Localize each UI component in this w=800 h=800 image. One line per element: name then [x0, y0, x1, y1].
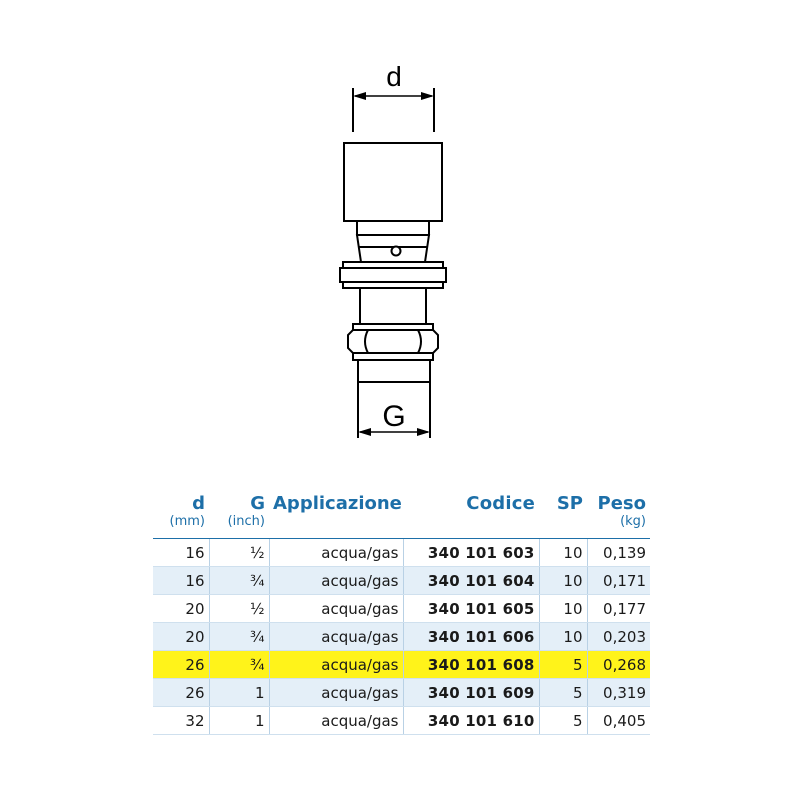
- cell-g: ¾: [209, 567, 269, 595]
- cell-g: ½: [209, 595, 269, 623]
- cell-d: 16: [153, 567, 209, 595]
- cell-peso: 0,203: [587, 623, 650, 651]
- unit-d: (mm): [153, 514, 209, 539]
- cell-peso: 0,139: [587, 539, 650, 567]
- table-row: [153, 679, 650, 707]
- header-d: d: [192, 493, 205, 514]
- unit-applicazione: [269, 514, 403, 539]
- header-sp: SP: [556, 493, 583, 514]
- dim-g-label: G: [382, 400, 406, 433]
- cell-d: 20: [153, 595, 209, 623]
- cell-g: 1: [209, 679, 269, 707]
- cell-g: ¾: [209, 623, 269, 651]
- collar-flange: [340, 268, 446, 282]
- unit-g: (inch): [209, 514, 269, 539]
- cell-peso: 0,268: [587, 651, 650, 679]
- sleeve-neck: [357, 221, 429, 235]
- cell-applicazione: acqua/gas: [269, 707, 403, 735]
- cell-peso: 0,177: [587, 595, 650, 623]
- press-sleeve: [344, 143, 442, 221]
- cell-peso: 0,319: [587, 679, 650, 707]
- unit-sp: [539, 514, 587, 539]
- cell-applicazione: acqua/gas: [269, 595, 403, 623]
- unit-codice: [403, 514, 539, 539]
- cell-sp: 10: [539, 539, 587, 567]
- table-row: [153, 539, 650, 567]
- cell-g: ¾: [209, 651, 269, 679]
- table-row: [153, 623, 650, 651]
- cell-d: 20: [153, 623, 209, 651]
- cell-applicazione: acqua/gas: [269, 651, 403, 679]
- threaded-end: [358, 360, 430, 382]
- table-row: [153, 707, 650, 735]
- header-peso: Peso: [597, 493, 646, 514]
- cell-sp: 5: [539, 679, 587, 707]
- cell-peso: 0,171: [587, 567, 650, 595]
- header-applicazione: Applicazione: [273, 493, 402, 514]
- cell-g: 1: [209, 707, 269, 735]
- cell-sp: 10: [539, 567, 587, 595]
- cell-codice: 340 101 605: [403, 595, 539, 623]
- cell-applicazione: acqua/gas: [269, 679, 403, 707]
- cell-sp: 5: [539, 651, 587, 679]
- header-codice: Codice: [466, 493, 535, 514]
- cell-sp: 10: [539, 595, 587, 623]
- cell-applicazione: acqua/gas: [269, 539, 403, 567]
- inspection-hole-icon: [392, 247, 401, 256]
- cell-codice: 340 101 606: [403, 623, 539, 651]
- cell-codice: 340 101 604: [403, 567, 539, 595]
- cell-d: 26: [153, 651, 209, 679]
- cell-g: ½: [209, 539, 269, 567]
- cell-d: 16: [153, 539, 209, 567]
- cell-applicazione: acqua/gas: [269, 567, 403, 595]
- units-row: [153, 514, 650, 539]
- spec-table: [153, 488, 650, 735]
- cell-sp: 5: [539, 707, 587, 735]
- cell-codice: 340 101 609: [403, 679, 539, 707]
- cell-peso: 0,405: [587, 707, 650, 735]
- header-row: [153, 488, 650, 514]
- cell-d: 26: [153, 679, 209, 707]
- table-row: [153, 595, 650, 623]
- cell-applicazione: acqua/gas: [269, 623, 403, 651]
- cell-sp: 10: [539, 623, 587, 651]
- header-g: G: [250, 493, 265, 514]
- cell-codice: 340 101 610: [403, 707, 539, 735]
- table-row-highlighted: [153, 651, 650, 679]
- cell-codice: 340 101 603: [403, 539, 539, 567]
- cell-d: 32: [153, 707, 209, 735]
- unit-peso: (kg): [587, 514, 650, 539]
- tube-body: [360, 288, 426, 324]
- dim-d-label: d: [386, 61, 402, 92]
- cell-codice: 340 101 608: [403, 651, 539, 679]
- table-row: [153, 567, 650, 595]
